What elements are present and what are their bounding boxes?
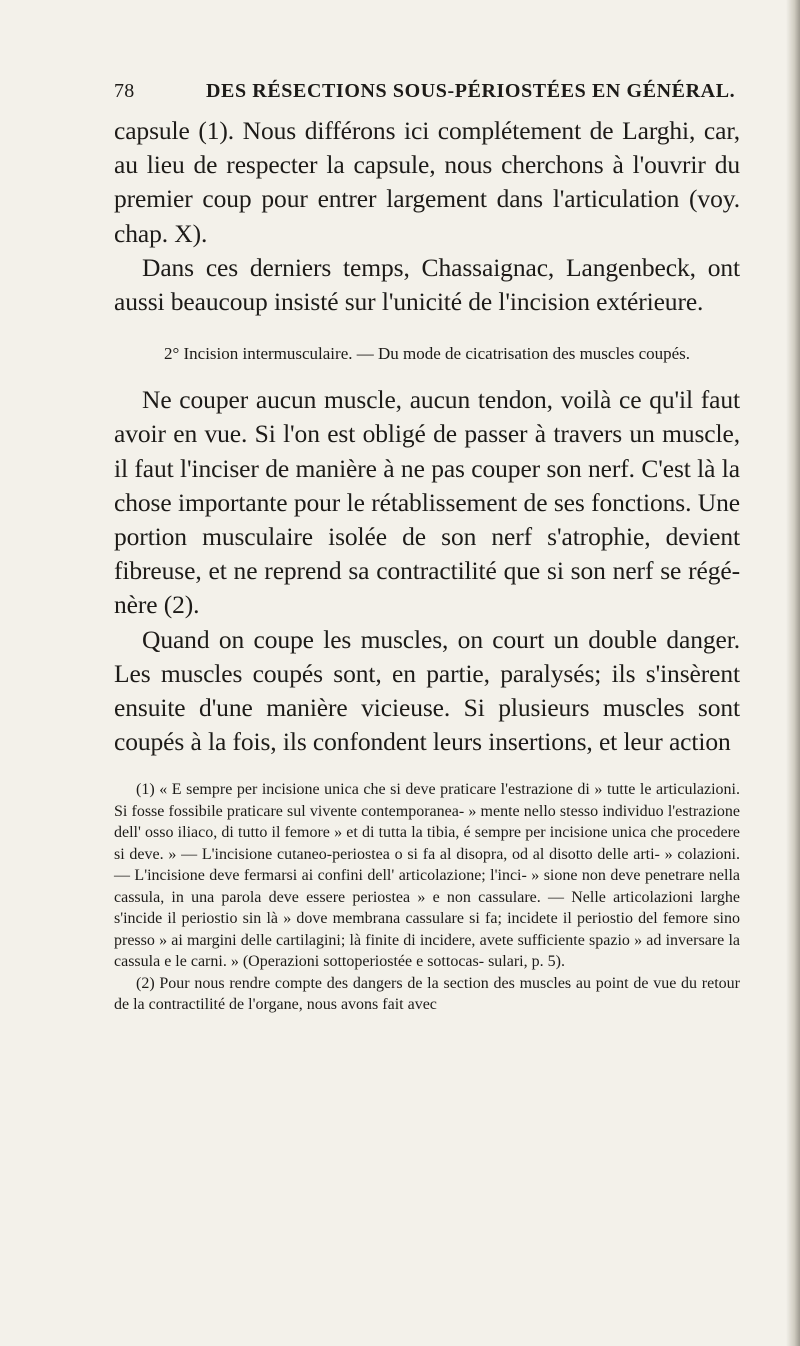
paragraph-chassaignac: Dans ces derniers temps, Chassaignac, Langenbeck, ont aussi beaucoup insisté sur l'unicité de l'incision extérieure. <box>114 252 740 317</box>
footnotes <box>114 779 740 1016</box>
footnote-2: (2) Pour nous rendre compte des dangers de la section des muscles au point de vue du retour de la contractilité de l'organe, nous avons fait avec <box>114 974 740 1014</box>
paragraph-quand-on-coupe: Quand on coupe les muscles, on court un double danger. Les muscles coupés sont, en partie, paralysés; ils s'insèrent ensuite d'une manière vicieuse. Si plusieurs muscles sont coupés à la fois, ils confondent leurs insertions, et leur action <box>114 624 740 757</box>
page-edge-shadow <box>786 0 800 1346</box>
paragraph-capsule: capsule (1). Nous différons ici complétement de Larghi, car, au lieu de respecter la capsule, nous cherchons à l'ouvrir du premier coup pour entrer largement dans l'articulation (voy. chap. X). <box>114 116 740 248</box>
running-title: DES RÉSECTIONS SOUS-PÉRIOSTÉES EN GÉNÉRAL. <box>206 80 736 102</box>
running-header <box>114 80 740 114</box>
book-page <box>114 80 740 1016</box>
main-text <box>114 114 740 759</box>
section-subheading: 2° Incision intermusculaire. — Du mode de cicatrisation des muscles coupés. <box>163 344 691 364</box>
paragraph-ne-couper: Ne couper aucun muscle, aucun tendon, voilà ce qu'il faut avoir en vue. Si l'on est obligé de passer à travers un muscle, il faut l'inciser de manière à ne pas couper son nerf. C'est là la chose importante pour le rétablissement de ses fonctions. Une portion musculaire isolée de son nerf s'atrophie, devient fibreuse, et ne reprend sa contractilité que si son nerf se régé- nère (2). <box>114 385 740 620</box>
footnote-1: (1) « E sempre per incisione unica che si deve praticare l'estrazione di » tutte le articulazioni. Si fosse fossibile praticare sul vivente contemporanea- » mente nello stesso individuo l'estrazione dell' osso iliaco, di tutto il femore » et di tutta la tibia, é sempre per incisione unica che procedere si deve. » — L'incisione cutaneo-periostea o si fa al disopra, od al disotto delle arti- » colazioni. — L'incisione deve fermarsi ai confini dell' articolazione; l'inci- » sione non deve penetrare nella cassula, in una parola deve essere periostea » e non cassulare. — Nelle articolazioni larghe s'incide il periostio sin là » dove membrana cassulare si fa; incidete il periostio del femore sino presso » ai margini delle cartilagini; là finite di incidere, avete sufficiente spazio » ad inversare la cassula e le carni. » (Operazioni sottoperiostée e sottocas- sulari, p. 5). <box>114 781 740 971</box>
page-number: 78 <box>114 80 135 102</box>
